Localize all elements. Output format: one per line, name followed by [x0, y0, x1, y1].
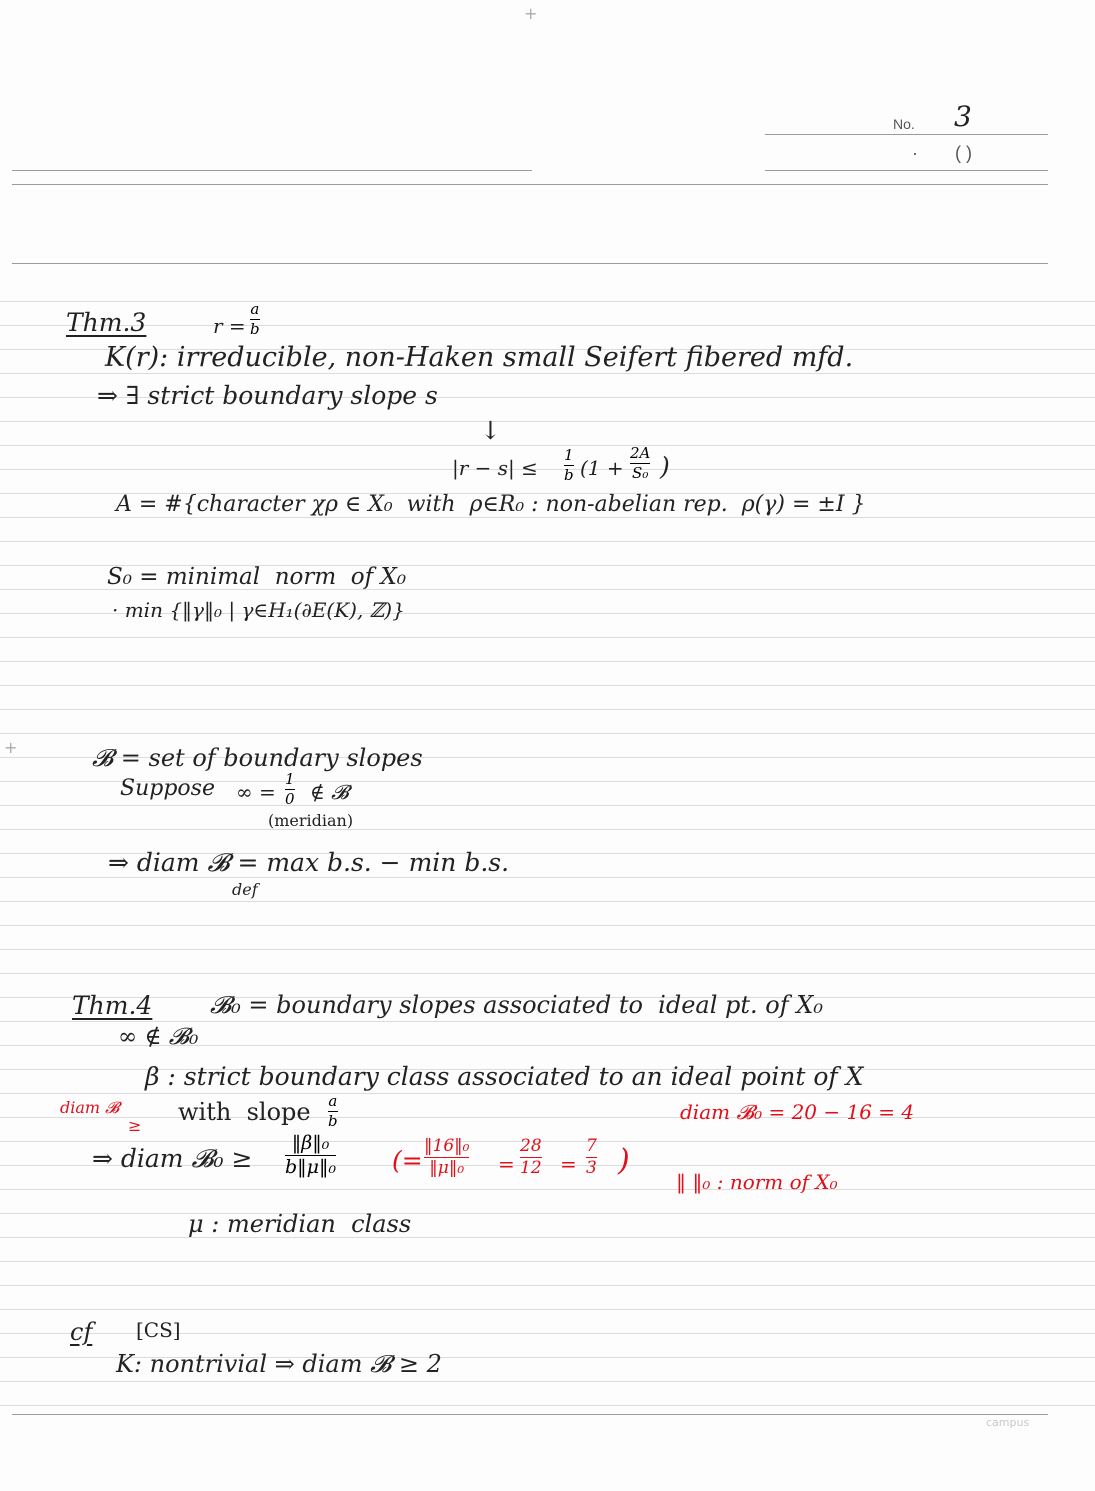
ineq-num2: 2A: [630, 444, 651, 462]
calc-frac3: [586, 1138, 597, 1177]
page-number: 3: [954, 100, 972, 133]
diam-num: ‖β‖₀: [291, 1132, 330, 1154]
crop-mark-left: +: [4, 738, 18, 757]
ineq-left: |r − s| ≤: [452, 456, 538, 480]
calc-frac3-num: 7: [586, 1136, 597, 1156]
campus-watermark: campus: [986, 1416, 1030, 1429]
diam-b-geq: ≥: [128, 1116, 142, 1135]
min-definition: · min {‖γ‖₀ | γ∈H₁(∂E(K), ℤ)}: [112, 598, 405, 622]
inf-num: 1: [285, 770, 295, 788]
r-fraction: [250, 302, 260, 337]
thm4-label: Thm.4: [72, 991, 153, 1020]
slope-fraction: [328, 1094, 338, 1129]
r-label: r =: [213, 314, 246, 338]
header-rule-3: [12, 263, 1048, 264]
thm3-line1: K(r): irreducible, non-Haken small Seifert fibered mfd.: [105, 342, 854, 373]
suppose-rest: ∞ =: [236, 780, 276, 804]
diam-b-annotation: diam 𝓑: [60, 1098, 120, 1117]
calc-frac1-den: ‖μ‖₀: [429, 1158, 465, 1178]
diam-b0-calc: diam 𝓑₀ = 20 − 16 = 4: [680, 1100, 915, 1124]
b-definition: 𝓑 = set of boundary slopes: [92, 744, 423, 772]
thm4-line1: 𝓑₀ = boundary slopes associated to ideal pt. of X₀: [210, 991, 823, 1019]
calc-frac3-den: 3: [586, 1158, 597, 1178]
thm4-line3: β : strict boundary class associated to an ideal point of X: [145, 1062, 864, 1091]
not-in-b: ∉ 𝓑: [310, 780, 349, 804]
norm-note: ‖ ‖₀ : norm of X₀: [676, 1170, 838, 1194]
ineq-den2: S₀: [632, 464, 649, 482]
thm3-label: Thm.3: [66, 308, 147, 337]
date-paren: ( ): [955, 143, 972, 163]
diam-ineq-left: ⇒ diam 𝓑₀ ≥: [92, 1144, 253, 1173]
diam-definition: ⇒ diam 𝓑 = max b.s. − min b.s.: [108, 848, 510, 877]
a-definition: A = #{character χρ ∈ X₀ with ρ∈R₀ : non-abelian rep. ρ(γ) = ±I }: [116, 492, 866, 517]
suppose-word: Suppose: [120, 776, 215, 801]
ineq-mid: (1 +: [580, 456, 624, 480]
calc-frac2-num: 28: [520, 1136, 542, 1156]
ineq-frac2: [630, 446, 650, 481]
calc-eq1: =: [498, 1152, 515, 1176]
slope-num: a: [328, 1092, 338, 1110]
cs-reference: [CS]: [136, 1318, 181, 1342]
thm4-line2: ∞ ∉ 𝓑₀: [118, 1024, 199, 1050]
def-subscript: def: [232, 880, 258, 899]
with-slope: with slope: [178, 1098, 311, 1126]
calc-frac1-num: ‖16‖₀: [424, 1136, 470, 1156]
calc-eq2: =: [560, 1152, 577, 1176]
calc-frac2: [520, 1138, 542, 1177]
cs-line: K: nontrivial ⇒ diam 𝓑 ≥ 2: [116, 1350, 442, 1378]
calc-frac1: [424, 1138, 469, 1177]
calc-open: (=: [392, 1146, 423, 1175]
date-dot: ·: [912, 143, 918, 163]
ineq-close: ): [660, 452, 670, 481]
crop-mark-top: +: [524, 4, 538, 23]
no-label: No.: [893, 116, 915, 132]
footer-rule: [12, 1414, 1048, 1415]
inf-den: 0: [285, 790, 295, 808]
r-den: b: [250, 320, 260, 338]
no-underline: [765, 134, 1048, 135]
ineq-num: 1: [564, 446, 574, 464]
mu-definition: μ : meridian class: [188, 1210, 412, 1238]
inf-fraction: [285, 772, 295, 807]
header-rule-left: [12, 170, 532, 171]
meridian-note: (meridian): [268, 811, 354, 830]
s0-definition: S₀ = minimal norm of X₀: [107, 564, 407, 590]
cf-label: cf: [70, 1318, 93, 1346]
header-rule-2: [12, 184, 1048, 185]
arrow-down: ↓: [480, 416, 501, 445]
ineq-frac1: [564, 448, 574, 483]
calc-frac2-den: 12: [520, 1158, 542, 1178]
header-rule-right: [765, 170, 1048, 171]
diam-fraction: [285, 1134, 336, 1177]
diam-den: b‖μ‖₀: [285, 1156, 337, 1178]
slope-den: b: [328, 1112, 338, 1130]
ineq-den: b: [564, 466, 574, 484]
thm3-line2: ⇒ ∃ strict boundary slope s: [97, 381, 438, 410]
calc-close: ): [618, 1143, 630, 1178]
r-num: a: [250, 300, 260, 318]
